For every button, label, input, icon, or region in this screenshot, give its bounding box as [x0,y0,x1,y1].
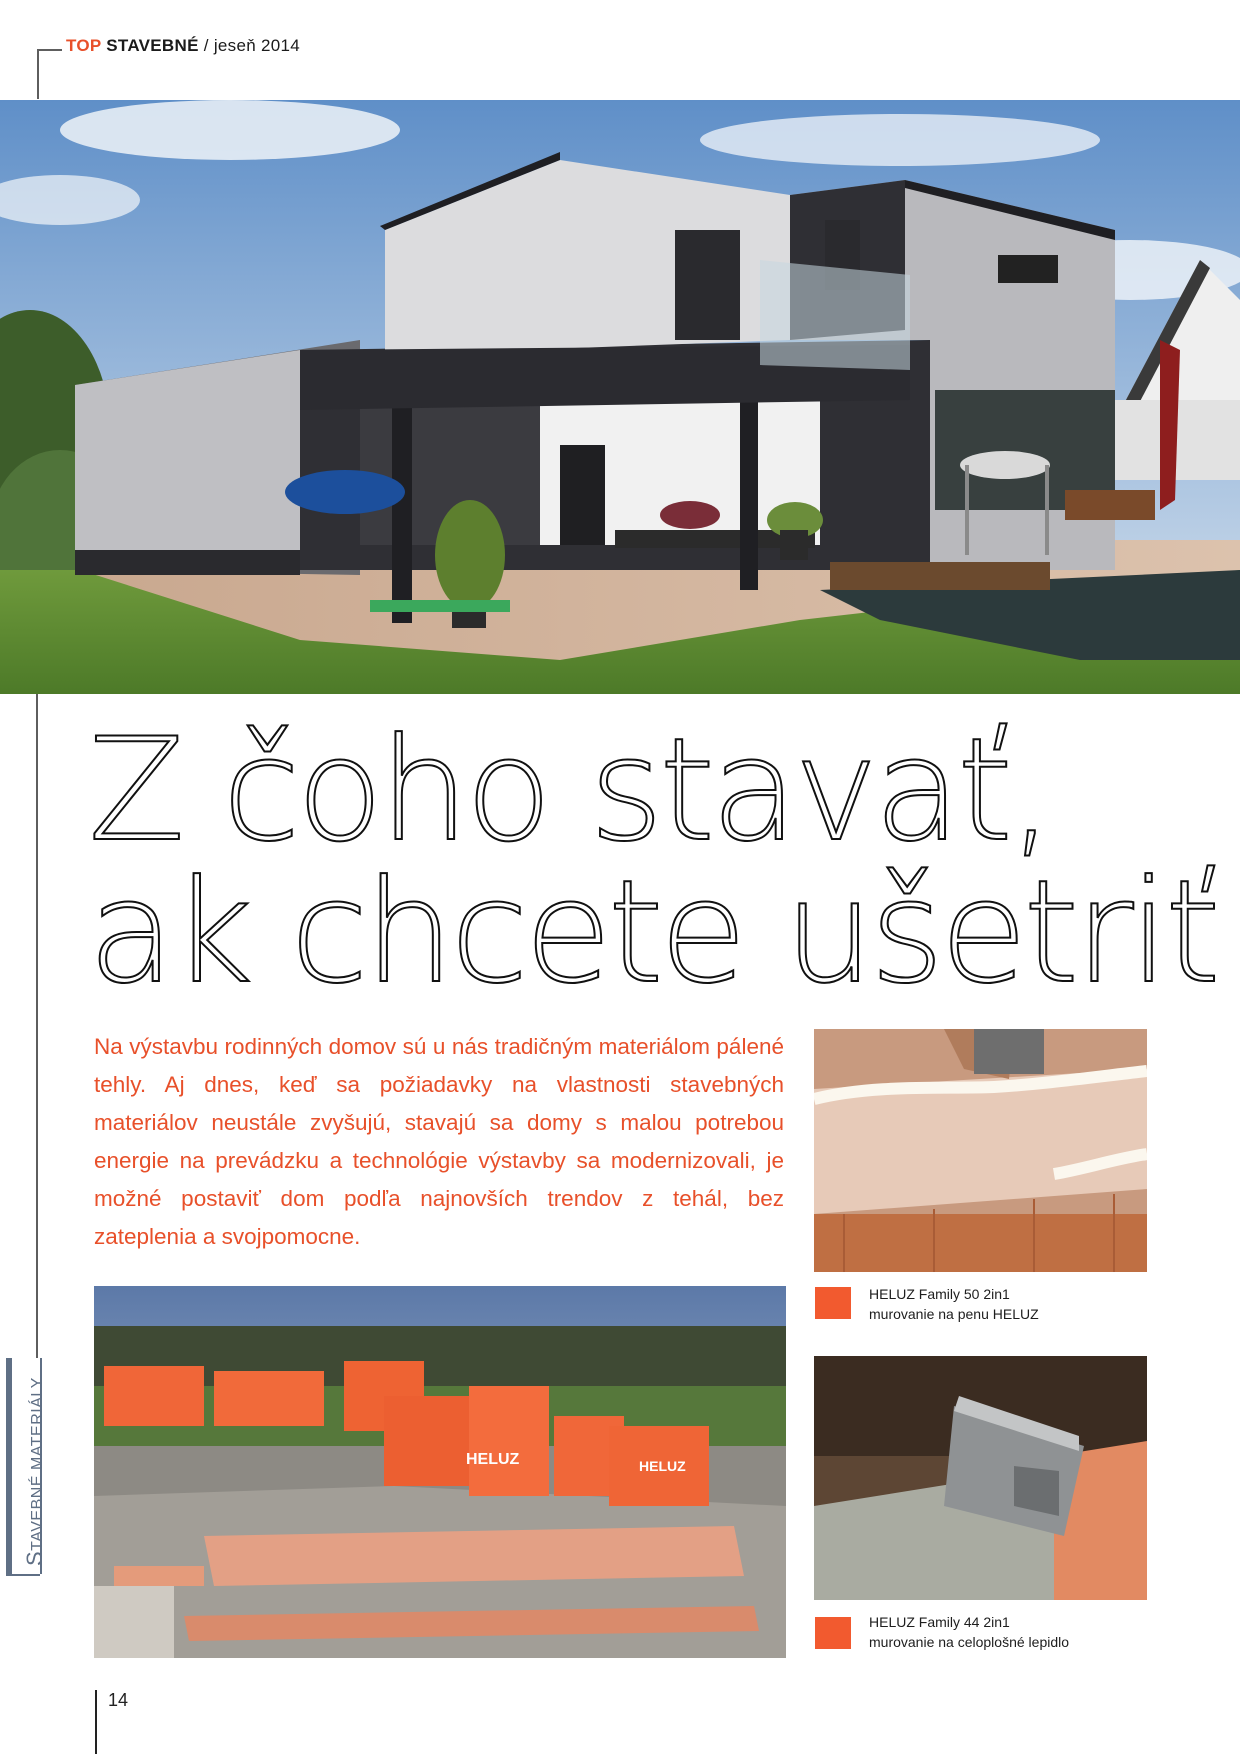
folio-rule [95,1690,97,1754]
glue-masonry-photo [814,1356,1147,1600]
header-rule-vertical [37,49,39,99]
section-label-text: TAVEBNÉ MATERIÁLY [29,1377,46,1551]
brand-top: TOP [66,36,102,55]
intro-paragraph: Na výstavbu rodinných domov sú u nás tradičným materiálom pálené tehly. Aj dnes, keď sa požiadavky na vlastnosti stavebných materiálov neustále zvyšujú, stavajú sa domy s malou potrebou energie na prevádzku a technológie výstavby sa modernizovali, je možné postaviť dom podľa najnovších trendov z tehál, bez zateplenia a svojpomocne. [94,1034,784,1249]
foam-masonry-photo [814,1029,1147,1272]
headline-line-1: Z čoho stavať, [88,708,1050,873]
hero-house-photo [0,100,1240,694]
headline-line-2: ak chcete ušetriť [88,850,1217,1015]
caption-glue-line-1: HELUZ Family 44 2in1 [869,1614,1010,1630]
running-head [66,36,300,56]
section-label [22,1377,48,1566]
caption-foam [869,1284,1039,1324]
caption-swatch-2 [815,1617,851,1649]
caption-glue-line-2: murovanie na celoplošné lepidlo [869,1634,1070,1650]
pallet-brand-text-1: HELUZ [466,1451,520,1468]
caption-swatch-1 [815,1287,851,1319]
brand-name: STAVEBNÉ [106,36,199,55]
caption-foam-line-2: murovanie na penu HELUZ [869,1306,1039,1322]
pallet-brand-text-2: HELUZ [639,1458,686,1474]
issue-separator: / [203,36,209,55]
caption-foam-line-1: HELUZ Family 50 2in1 [869,1286,1010,1302]
issue-date: jeseň 2014 [213,36,300,55]
page-number: 14 [108,1690,129,1710]
section-label-initial: S [22,1550,47,1566]
construction-site-photo [94,1286,786,1658]
header-rule [38,49,62,51]
caption-glue [869,1612,1069,1652]
margin-rule [36,694,38,1358]
headline [88,708,1217,1015]
